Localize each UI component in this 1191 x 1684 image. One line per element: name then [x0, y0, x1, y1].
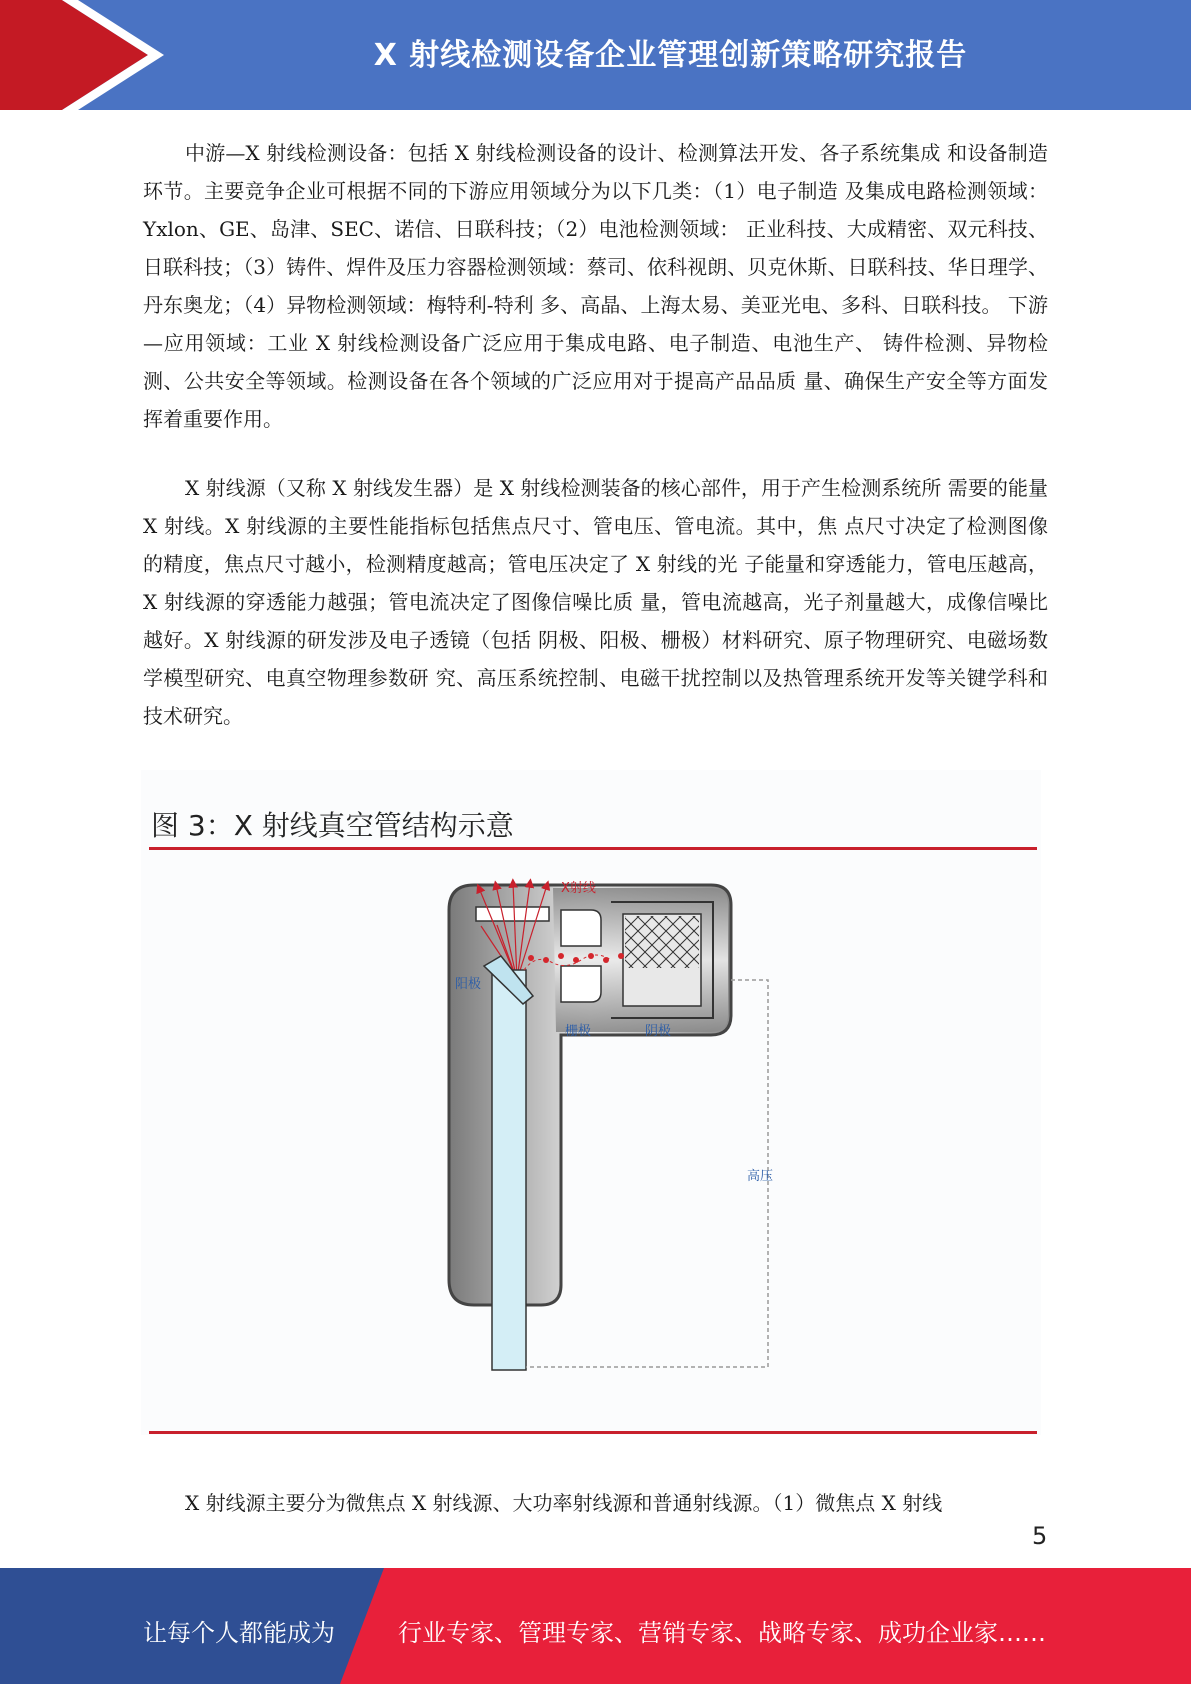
label-anode: 阳极: [455, 977, 482, 992]
footer-slogan-right: 行业专家、管理专家、营销专家、战略专家、成功企业家……: [398, 1619, 1046, 1647]
document-title: X 射线检测设备企业管理创新策略研究报告: [373, 38, 968, 73]
page-footer: [0, 1568, 1191, 1684]
anode-rod: [484, 956, 533, 1370]
body-paragraph-2: X 射线源（又称 X 射线发生器）是 X 射线检测装备的核心部件，用于产生检测系统所 需要的能量 X 射线。X 射线源的主要性能指标包括焦点尺寸、管电压、管电流。其中，焦 点尺寸决定了检测图像的精度，焦点尺寸越小，检测精度越高；管电压决定了 X 射线的光 子能量和穿透能力，管电压越高，X 射线源的穿透能力越强；管电流决定了图像信噪比质 量，管电流越高，光子剂量越大，成像信噪比越好。X 射线源的研发涉及电子透镜（包括 阴极、阳极、栅极）材料研究、原子物理研究、电磁场数学模型研究、电真空物理参数研 究、高压系统控制、电磁干扰控制以及热管理系统开发等关键学科和技术研究。: [143, 476, 1048, 728]
label-high-voltage: 高压: [747, 1169, 774, 1184]
cathode-assembly: [611, 902, 713, 1018]
body-paragraph-3: X 射线源主要分为微焦点 X 射线源、大功率射线源和普通射线源。（1）微焦点 X 射线: [185, 1491, 943, 1515]
label-cathode: 阴极: [645, 1024, 672, 1039]
page-number: 5: [1032, 1522, 1048, 1550]
footer-slogan-left: 让每个人都能成为: [143, 1619, 335, 1647]
figure-title: 图 3：X 射线真空管结构示意: [151, 809, 514, 842]
label-grid: 栅极: [565, 1024, 592, 1039]
figure-bottom-rule: [149, 1431, 1037, 1434]
xray-tube-diagram: [141, 770, 1041, 1435]
label-xray: X射线: [561, 881, 596, 896]
figure-xray-tube: [141, 770, 1041, 1435]
body-paragraph-1: 中游—X 射线检测设备：包括 X 射线检测设备的设计、检测算法开发、各子系统集成 和设备制造环节。主要竞争企业可根据不同的下游应用领域分为以下几类：（1）电子制造 及集成电路检测领域：Yxlon、GE、岛津、SEC、诺信、日联科技；（2）电池检测领域： 正业科技、大成精密、双元科技、日联科技；（3）铸件、焊件及压力容器检测领域：蔡司、依科视朗、贝克休斯、日联科技、华日理学、丹东奥龙；（4）异物检测领域：梅特利-特利 多、高晶、上海太易、美亚光电、多科、日联科技。 下游—应用领域：工业 X 射线检测设备广泛应用于集成电路、电子制造、电池生产、 铸件检测、异物检测、公共安全等领域。检测设备在各个领域的广泛应用对于提高产品品质 量、确保生产安全等方面发挥着重要作用。: [143, 141, 1048, 431]
page-header: [0, 0, 1191, 110]
